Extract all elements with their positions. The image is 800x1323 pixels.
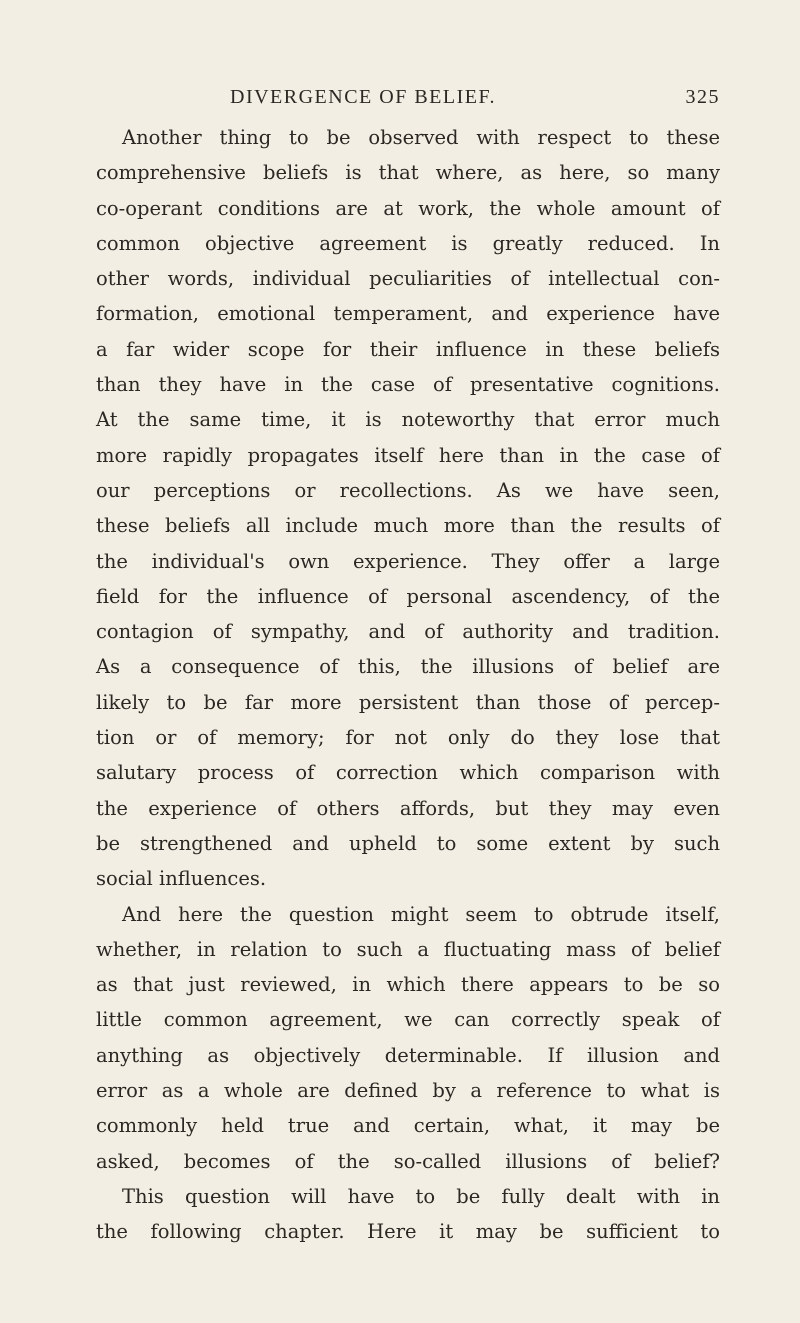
text-line: error as a whole are defined by a reference to what is [96,1079,720,1103]
text-line: than they have in the case of presentative cognitions. [96,373,720,397]
body-text [96,120,720,1250]
text-line: co-operant conditions are at work, the whole amount of [96,196,720,220]
text-line: whether, in relation to such a fluctuating mass of belief [96,937,720,961]
running-head [64,82,720,114]
text-line: the following chapter. Here it may be sufficient to [96,1220,720,1244]
text-line: little common agreement, we can correctly speak of [96,1008,720,1032]
text-line: At the same time, it is noteworthy that error much [96,408,720,432]
text-line: tion or of memory; for not only do they lose that [96,726,720,750]
text-line: as that just reviewed, in which there appears to be so [96,973,720,997]
text-line: likely to be far more persistent than those of percep- [96,690,720,714]
text-line: asked, becomes of the so-called illusions of belief? [96,1149,720,1173]
text-line: salutary process of correction which comparison with [96,761,720,785]
text-line: our perceptions or recollections. As we have seen, [96,478,720,502]
text-line: other words, individual peculiarities of intellectual con- [96,267,720,291]
page-number: 325 [685,86,720,108]
text-line: Another thing to be observed with respect to these [122,126,720,149]
text-line: commonly held true and certain, what, it may be [96,1114,720,1138]
text-line: these beliefs all include much more than the results of [96,514,720,538]
text-line: contagion of sympathy, and of authority and tradition. [96,620,720,644]
text-line: And here the question might seem to obtrude itself, [122,902,720,926]
text-line: social influences. [96,867,267,891]
text-line: a far wider scope for their influence in these beliefs [96,337,720,361]
text-line: formation, emotional temperament, and experience have [96,302,720,326]
text-line: the experience of others affords, but they may even [96,796,720,820]
text-line: This question will have to be fully dealt with in [122,1184,720,1208]
running-title: DIVERGENCE OF BELIEF. [230,86,497,108]
text-line: As a consequence of this, the illusions of belief are [96,655,720,679]
text-line: more rapidly propagates itself here than in the case of [96,443,720,467]
text-line: common objective agreement is greatly reduced. In [96,231,720,255]
text-line: be strengthened and upheld to some extent by such [96,831,720,855]
text-line: field for the influence of personal ascendency, of the [96,584,720,608]
text-line: comprehensive beliefs is that where, as here, so many [96,161,720,185]
text-line: anything as objectively determinable. If illusion and [96,1043,720,1067]
text-line: the individual's own experience. They offer a large [96,549,720,573]
